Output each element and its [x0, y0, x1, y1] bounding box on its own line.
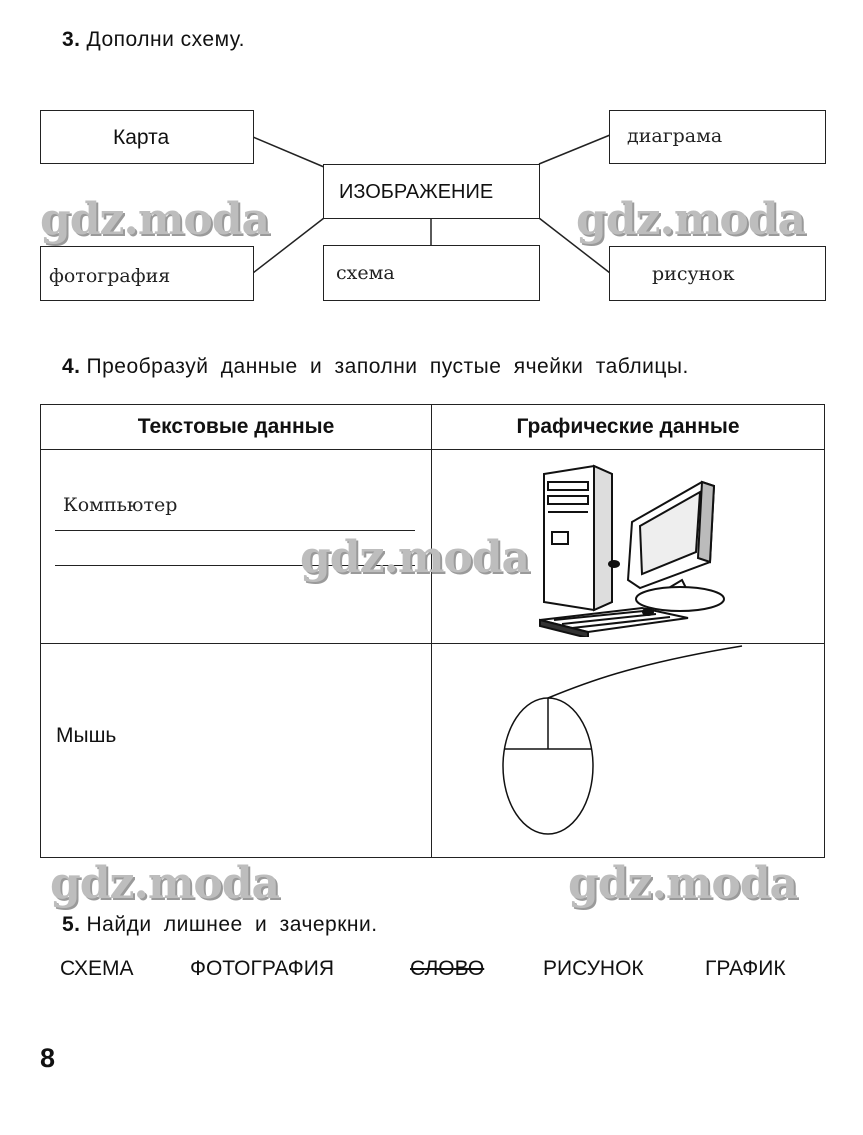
watermark: gdz.moda	[50, 858, 280, 909]
word-item[interactable]: ГРАФИК	[705, 957, 786, 980]
cell-text-mouse	[41, 644, 432, 858]
table-header-row	[41, 405, 825, 450]
watermark: gdz.moda	[576, 194, 806, 245]
watermark: gdz.moda	[300, 532, 530, 583]
task-5-text: Найди лишнее и зачеркни.	[86, 913, 378, 936]
task-5-number: 5.	[62, 913, 81, 936]
watermark: gdz.moda	[40, 194, 270, 245]
scheme-box-bottom-left-text: фотография	[49, 265, 171, 287]
word-item[interactable]: ФОТОГРАФИЯ	[190, 957, 335, 980]
scheme-box-bottom-center[interactable]	[323, 245, 540, 301]
task-4-number: 4.	[62, 355, 81, 378]
data-table	[40, 404, 825, 858]
scheme-box-top-right-text: диаграма	[627, 125, 723, 147]
word-item-struck[interactable]: СЛОВО	[410, 957, 485, 980]
word-item[interactable]: РИСУНОК	[543, 957, 644, 980]
computer-text: Компьютер	[63, 494, 178, 516]
task-4-text: Преобразуй данные и заполни пустые ячейки таблицы.	[86, 355, 689, 378]
table-row	[41, 644, 825, 858]
cell-picture-mouse[interactable]	[432, 644, 825, 858]
page-number: 8	[40, 1043, 56, 1073]
scheme-box-top-left	[40, 110, 254, 164]
scheme-center-box	[323, 164, 540, 219]
scheme-box-bottom-right-text: рисунок	[652, 263, 735, 285]
task-5-title	[62, 913, 378, 937]
header-text-data: Текстовые данные	[41, 405, 432, 450]
scheme-box-top-right[interactable]	[609, 110, 826, 164]
answer-line	[55, 530, 415, 531]
scheme-box-bottom-center-text: схема	[336, 262, 395, 284]
scheme-center-text: ИЗОБРАЖЕНИЕ	[339, 181, 494, 203]
word-item[interactable]: СХЕМА	[60, 957, 134, 980]
scheme-box-top-left-text: Карта	[113, 126, 170, 149]
task-4-title	[62, 355, 689, 379]
mouse-drawing-icon	[492, 644, 822, 854]
header-graphic-data: Графические данные	[432, 405, 825, 450]
mouse-text: Мышь	[56, 724, 117, 747]
watermark: gdz.moda	[568, 858, 798, 909]
task-3-text: Дополни схему.	[86, 28, 246, 51]
scheme-box-bottom-right[interactable]	[609, 246, 826, 301]
task-3-number: 3.	[62, 28, 81, 51]
computer-icon	[532, 452, 732, 637]
scheme-box-bottom-left[interactable]	[40, 246, 254, 301]
